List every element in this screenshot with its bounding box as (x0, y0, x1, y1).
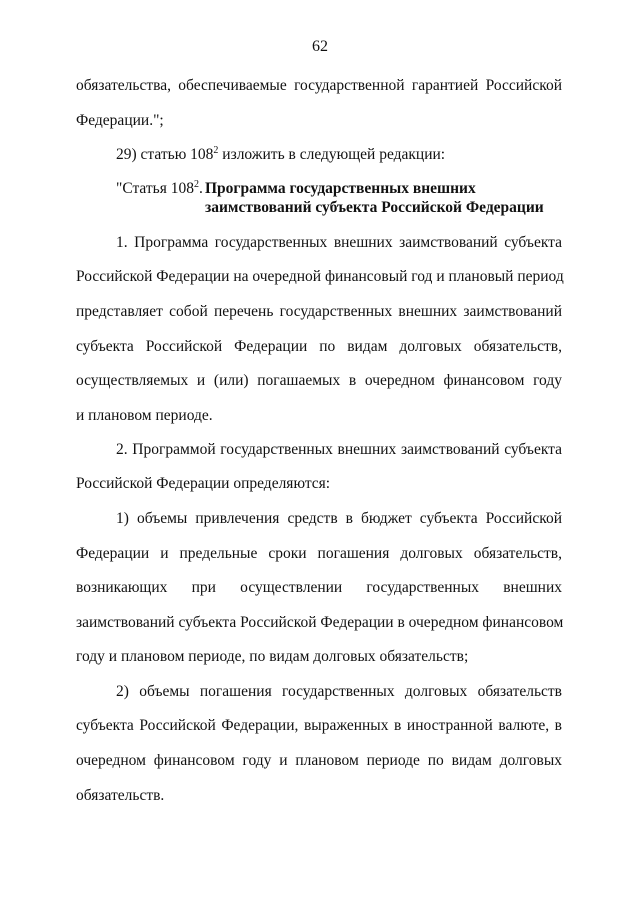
page-number: 62 (312, 38, 328, 55)
intro-line-1: обязательства, обеспечиваемые государственной гарантией Российской (76, 77, 562, 94)
sub-1-line-3: возникающих при осуществлении государственных внешних (76, 579, 562, 596)
sub-2-line-3: очередном финансовом году и плановом периоде по видам долговых (76, 752, 562, 769)
sub-1-line-1: 1) объемы привлечения средств в бюджет субъекта Российской (116, 510, 562, 527)
item-29-prefix: 29) статью 108 (116, 146, 214, 163)
item-29 (116, 145, 562, 165)
intro-line-2: Федерации."; (76, 112, 164, 129)
sub-2-line-1: 2) объемы погашения государственных долговых обязательств (116, 683, 562, 700)
para-1-line-3: представляет собой перечень государственных внешних заимствований (76, 303, 562, 320)
para-1-line-2: Российской Федерации на очередной финансовый год и плановый период (76, 268, 564, 285)
article-superscript: 2 (194, 178, 199, 190)
article-prefix (116, 179, 203, 198)
item-29-suffix: изложить в следующей редакции: (218, 146, 446, 163)
para-1-line-1: 1. Программа государственных внешних заимствований субъекта (116, 234, 562, 251)
sub-2-line-4: обязательств. (76, 787, 165, 804)
article-prefix-text: "Статья 108 (116, 180, 194, 197)
article-title (205, 179, 550, 217)
sub-1-line-2: Федерации и предельные сроки погашения долговых обязательств, (76, 545, 562, 562)
para-1-line-5: осуществляемых и (или) погашаемых в очередном финансовом году (76, 372, 562, 389)
para-2-line-2: Российской Федерации определяются: (76, 475, 331, 492)
article-prefix-end: . (199, 180, 203, 197)
item-29-superscript: 2 (213, 144, 219, 156)
para-1-line-4: субъекта Российской Федерации по видам долговых обязательств, (76, 338, 562, 355)
article-title-line-2: заимствований субъекта Российской Федерации (205, 199, 544, 216)
para-2-line-1: 2. Программой государственных внешних заимствований субъекта (116, 441, 562, 458)
sub-2-line-2: субъекта Российской Федерации, выраженных в иностранной валюте, в (76, 717, 562, 734)
para-1-line-6: и плановом периоде. (76, 407, 213, 424)
article-title-line-1: Программа государственных внешних (205, 180, 476, 197)
sub-1-line-5: году и плановом периоде, по видам долговых обязательств; (76, 648, 469, 665)
sub-1-line-4: заимствований субъекта Российской Федерации в очередном финансовом (76, 614, 564, 631)
